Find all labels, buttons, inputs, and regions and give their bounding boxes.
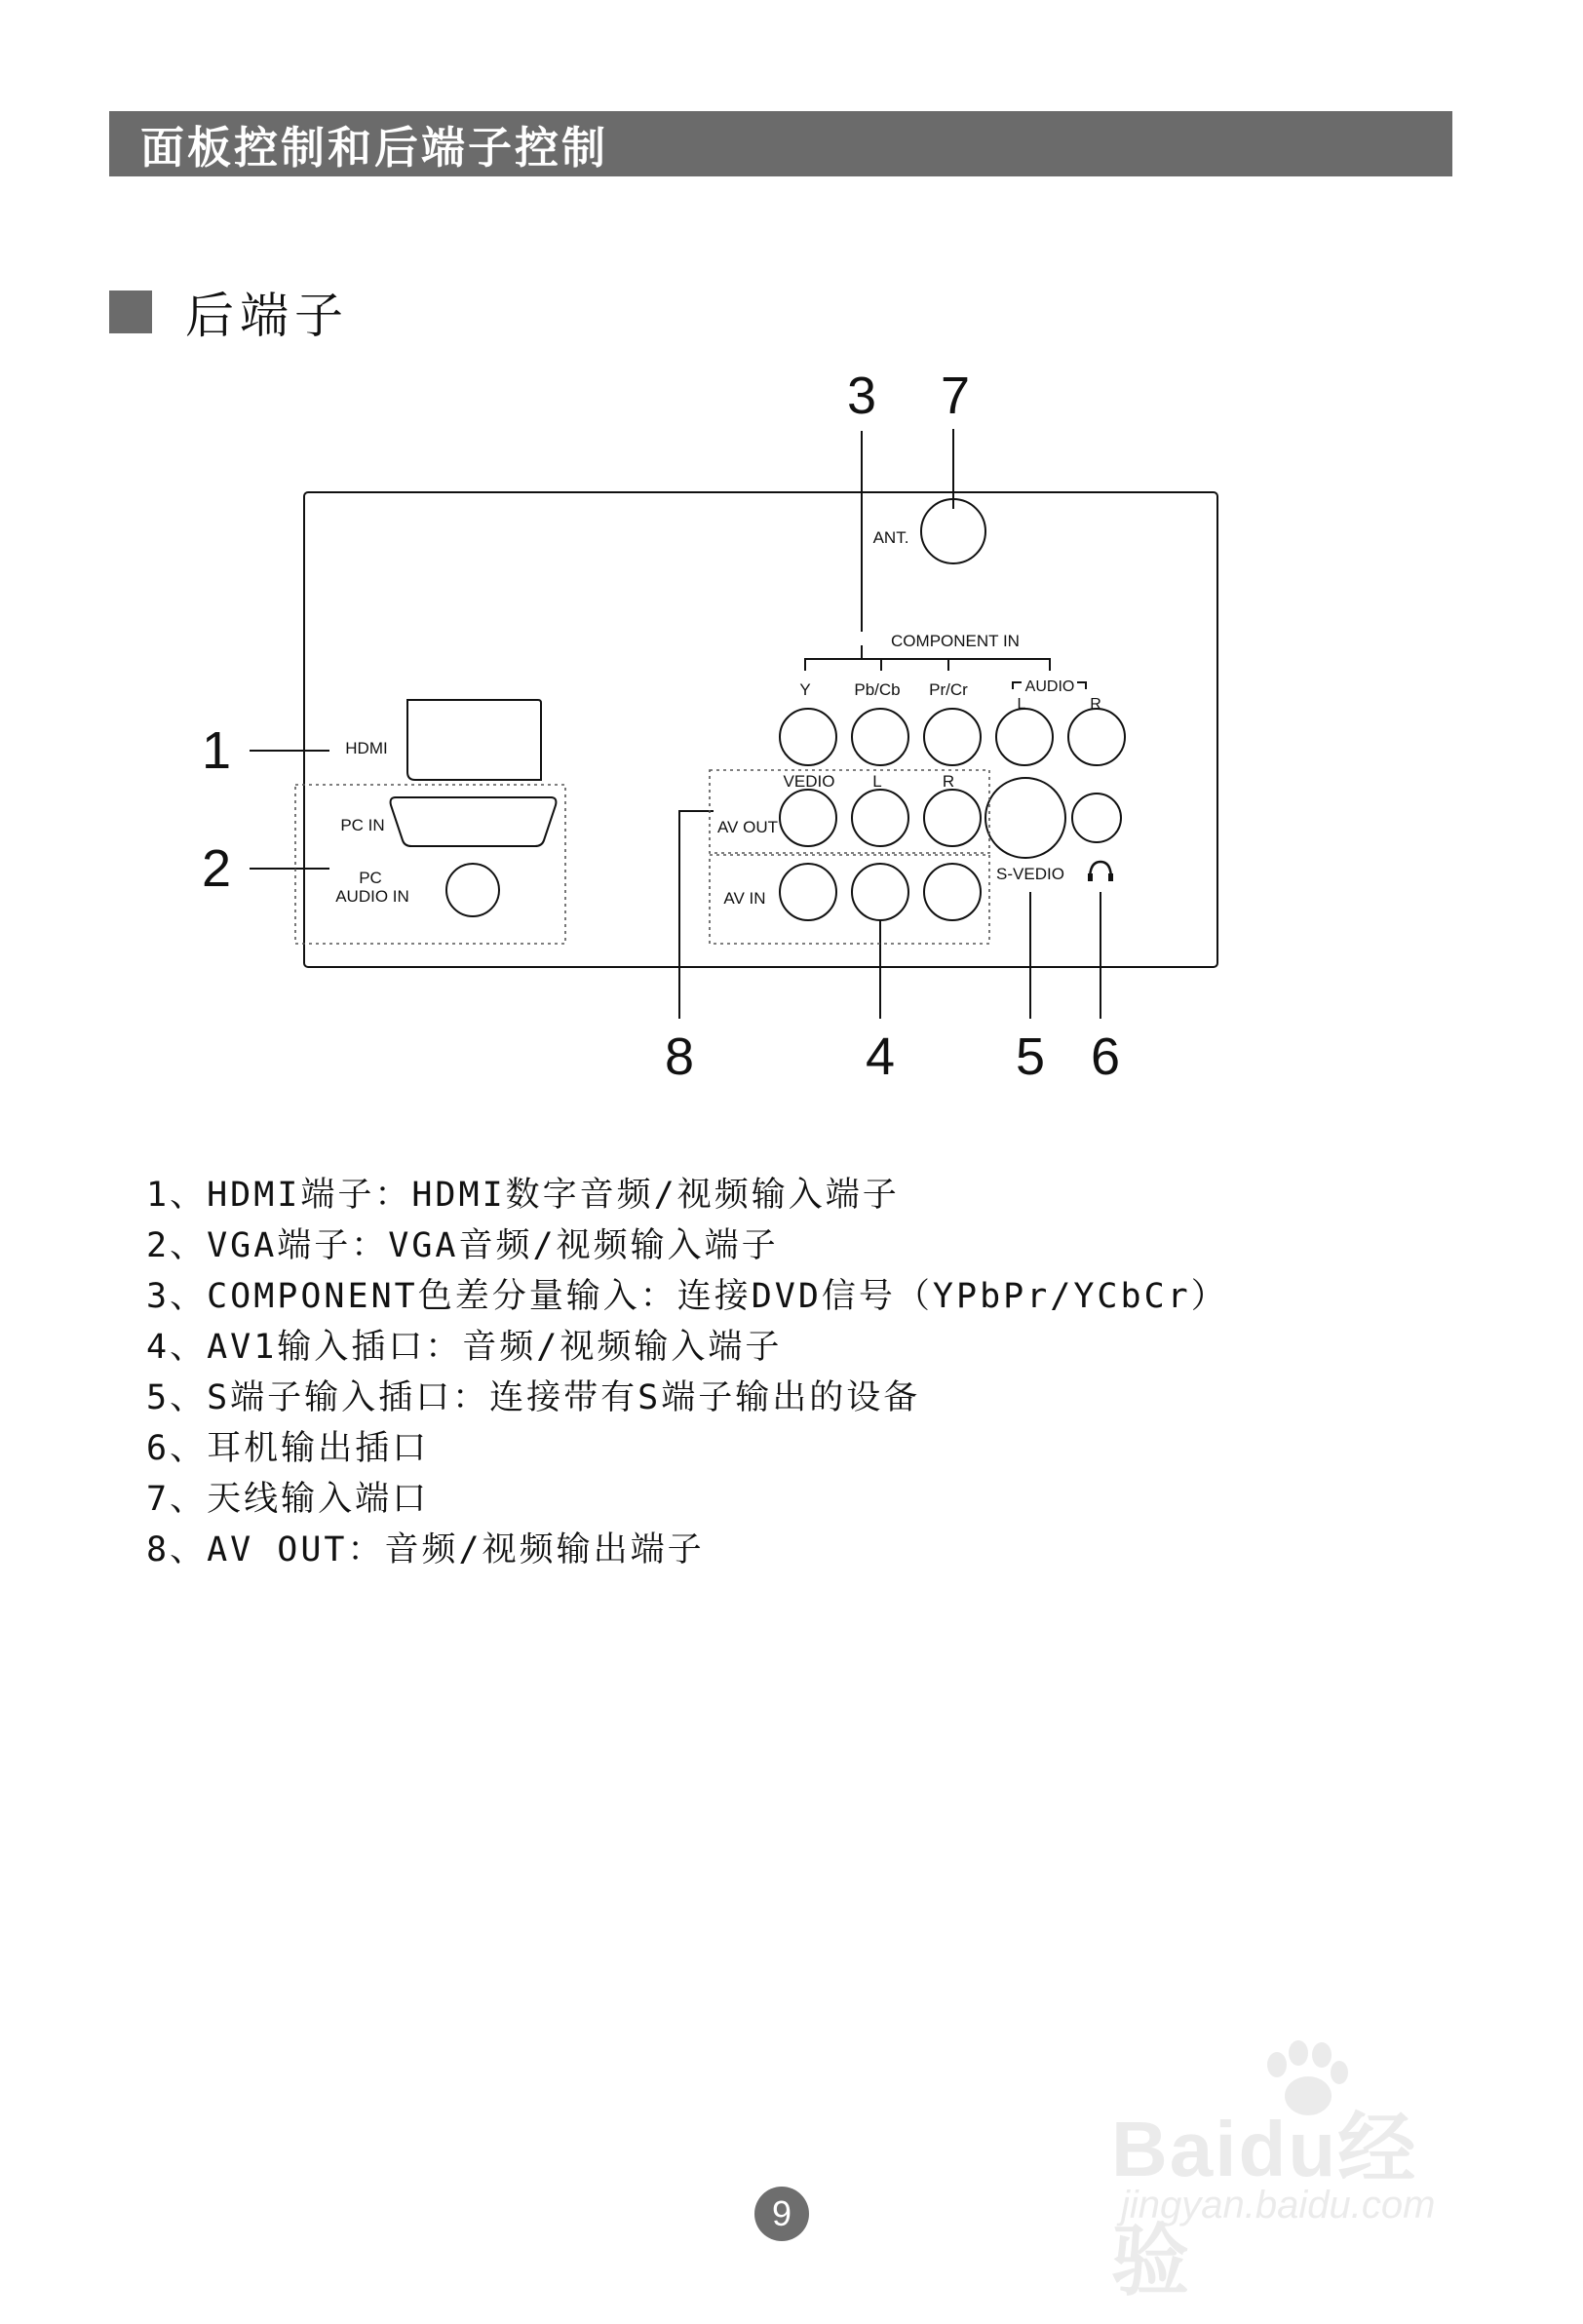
list-item: 7、天线输入端口 (146, 1480, 430, 1519)
list-item: 5、S端子输入插口：连接带有S端子输出的设备 (146, 1378, 921, 1417)
list-item: 3、COMPONENT色差分量输入：连接DVD信号（YPbPr/YCbCr） (146, 1277, 1228, 1316)
callout-1: 1 (201, 721, 232, 780)
pc-label: PC (359, 869, 382, 887)
av-out-r-jack (924, 790, 981, 846)
hdmi-port (407, 700, 541, 780)
pb-label: Pb/Cb (854, 680, 901, 699)
component-pb-jack (852, 709, 908, 765)
pr-label: Pr/Cr (929, 680, 968, 699)
pc-group-outline (295, 785, 565, 944)
av-out-label: AV OUT (716, 818, 779, 836)
page-title: 面板控制和后端子控制 (140, 122, 609, 174)
s-vedio-label: S-VEDIO (996, 865, 1064, 883)
av-out-l-label: L (872, 772, 882, 791)
headphone-jack (1072, 794, 1121, 842)
av-out-l-jack (852, 790, 908, 846)
callout-4: 4 (865, 1027, 896, 1086)
headphone-icon (1090, 862, 1111, 879)
av-out-r-label: R (942, 772, 955, 791)
av-out-video-jack (780, 790, 836, 846)
av-in-video-jack (780, 864, 836, 920)
component-in-label: COMPONENT IN (891, 632, 1020, 650)
callout-6: 6 (1090, 1027, 1121, 1086)
callout-7: 7 (940, 367, 971, 425)
component-y-jack (780, 709, 836, 765)
y-label: Y (799, 680, 811, 699)
port-description-list (146, 1170, 1228, 1575)
component-pr-jack (924, 709, 981, 765)
ant-label: ANT. (872, 528, 909, 547)
hdmi-label: HDMI (345, 739, 388, 757)
pc-audio-jack (446, 864, 499, 916)
pc-audio-in-label: AUDIO IN (335, 887, 409, 906)
vedio-label: VEDIO (783, 772, 835, 791)
list-item: 6、耳机输出插口 (146, 1429, 430, 1468)
pc-in-label: PC IN (340, 816, 385, 834)
watermark-url: jingyan.baidu.com (1121, 2184, 1436, 2227)
list-item: 1、HDMI端子：HDMI数字音频/视频输入端子 (146, 1176, 900, 1215)
callout-2: 2 (201, 839, 232, 898)
list-item: 2、VGA端子：VGA音频/视频输入端子 (146, 1226, 779, 1265)
callout-8: 8 (664, 1027, 695, 1086)
baidu-watermark (1111, 2037, 1482, 2305)
rear-panel-diagram (0, 0, 1583, 1121)
component-audio-r-jack (1068, 709, 1125, 765)
callout-3: 3 (846, 367, 877, 425)
page-number: 9 (754, 2187, 809, 2241)
vga-port (391, 797, 557, 846)
av-in-r-jack (924, 864, 981, 920)
callout-5: 5 (1015, 1027, 1046, 1086)
audio-r-label: R (1090, 696, 1101, 713)
list-item: 4、AV1输入插口：音频/视频输入端子 (146, 1328, 783, 1367)
section-title: 后端子 (185, 288, 349, 344)
component-audio-l-jack (996, 709, 1053, 765)
audio-l-label: L (1017, 696, 1026, 713)
av-in-l-jack (852, 864, 908, 920)
av-in-label: AV IN (723, 889, 766, 908)
watermark-brand: Baidu经验 (1111, 2106, 1418, 2305)
list-item: 8、AV OUT：音频/视频输出端子 (146, 1530, 705, 1569)
audio-label: AUDIO (1024, 678, 1075, 695)
s-video-jack (985, 778, 1065, 858)
